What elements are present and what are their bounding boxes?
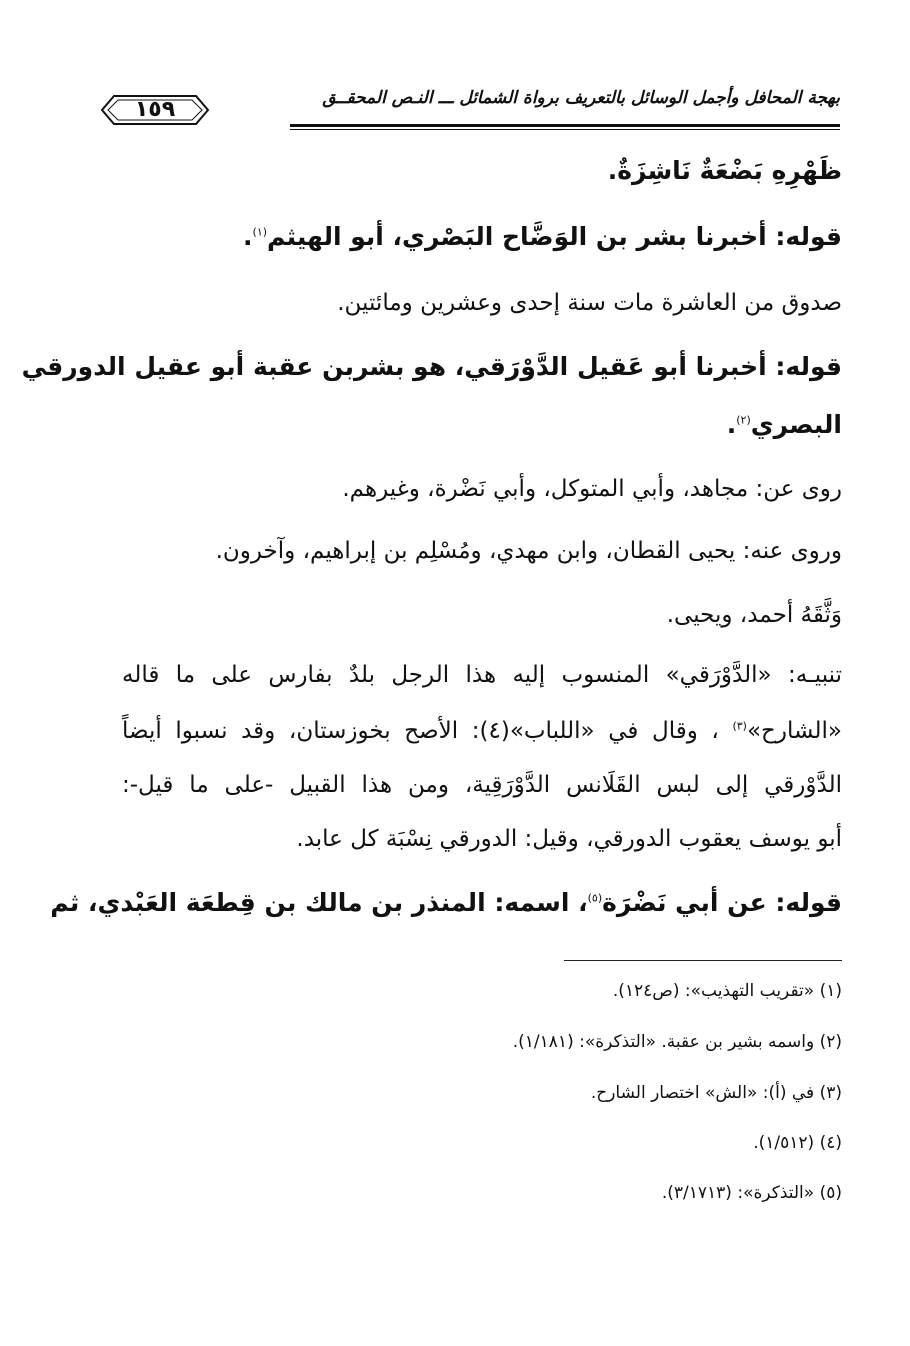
line-text: «الشارح» — [746, 718, 842, 744]
text-line-1 — [608, 156, 842, 185]
text-line-11 — [122, 772, 842, 798]
footnote-ref: (١) — [252, 225, 268, 239]
header-rule-thin — [290, 129, 840, 130]
line-text: أبو يوسف يعقوب الدورقي، وقيل: الدورقي نِسْبَة كل عابد. — [296, 826, 842, 852]
line-text: قوله: عن أبي نَضْرَة — [602, 888, 842, 917]
text-line-10 — [122, 718, 842, 744]
header-rule-thick — [290, 124, 840, 127]
page-number-badge — [100, 92, 210, 128]
line-tail: . — [726, 410, 737, 439]
footnote-ref: (٢) — [736, 413, 751, 427]
text-line-3 — [337, 290, 842, 316]
line-text: تنبيـه: «الدَّوْرَقي» المنسوب إليه هذا الرجل بلدٌ بفارس على ما قاله — [122, 662, 842, 688]
line-text: وروى عنه: يحيى القطان، وابن مهدي، ومُسْلِم بن إبراهيم، وآخرون. — [215, 538, 842, 564]
footnote-2: (٢) واسمه بشير بن عقبة. «التذكرة»: (١/١٨١). — [512, 1032, 842, 1052]
line-text: قوله: أخبرنا أبو عَقيل الدَّوْرَقي، هو بشربن عقبة أبو عقيل الدورقي — [21, 352, 842, 381]
page-header — [100, 84, 840, 130]
line-tail: ، وقال في «اللباب»(٤): الأصح بخوزستان، وقد نسبوا أيضاً — [122, 718, 733, 744]
footnote-4: (٤) (١/٥١٢). — [753, 1133, 842, 1153]
footnote-3: (٣) في (أ): «الش» اختصار الشارح. — [590, 1083, 842, 1103]
text-line-12 — [296, 826, 842, 852]
text-line-9 — [122, 662, 842, 688]
line-tail: ، اسمه: المنذر بن مالك بن قِطعَة العَبْدي، ثم — [50, 888, 588, 917]
text-line-4 — [21, 352, 842, 381]
footnote-1: (١) «تقريب التهذيب»: (ص١٢٤). — [612, 981, 842, 1001]
line-text: الدَّوْرقي إلى لبس القَلَانس الدَّوْرَقِية، ومن هذا القبيل -على ما قيل-: — [122, 772, 842, 798]
text-line-13 — [50, 888, 842, 917]
footnote-5: (٥) «التذكرة»: (٣/١٧١٣). — [661, 1183, 842, 1203]
text-line-2 — [243, 222, 842, 251]
text-line-7 — [216, 538, 842, 564]
line-text: ظَهْرِهِ بَضْعَةٌ نَاشِزَةٌ. — [607, 156, 842, 185]
page-number: ١٥٩ — [134, 97, 176, 122]
footnote-ref: (٥) — [587, 891, 603, 905]
footnote-ref: (٣) — [732, 719, 747, 733]
line-text: صدوق من العاشرة مات سنة إحدى وعشرين ومائتين. — [337, 290, 842, 316]
footnote-separator — [564, 960, 842, 961]
text-line-6 — [342, 476, 842, 502]
text-line-8 — [667, 602, 842, 628]
line-text: البصري — [750, 410, 842, 439]
line-text: قوله: أخبرنا بشر بن الوَضَّاح البَصْري، أبو الهيثم — [267, 222, 842, 251]
running-title: بهجة المحافل وأجمل الوسائل بالتعريف برواة الشمائل ـــ النـص المحقــق — [322, 88, 840, 108]
line-text: روى عن: مجاهد، وأبي المتوكل، وأبي نَضْرة، وغيرهم. — [342, 476, 842, 502]
text-line-5 — [727, 410, 842, 439]
line-tail: . — [243, 222, 253, 251]
line-text: وَثَّقَهُ أحمد، ويحيى. — [666, 602, 842, 628]
